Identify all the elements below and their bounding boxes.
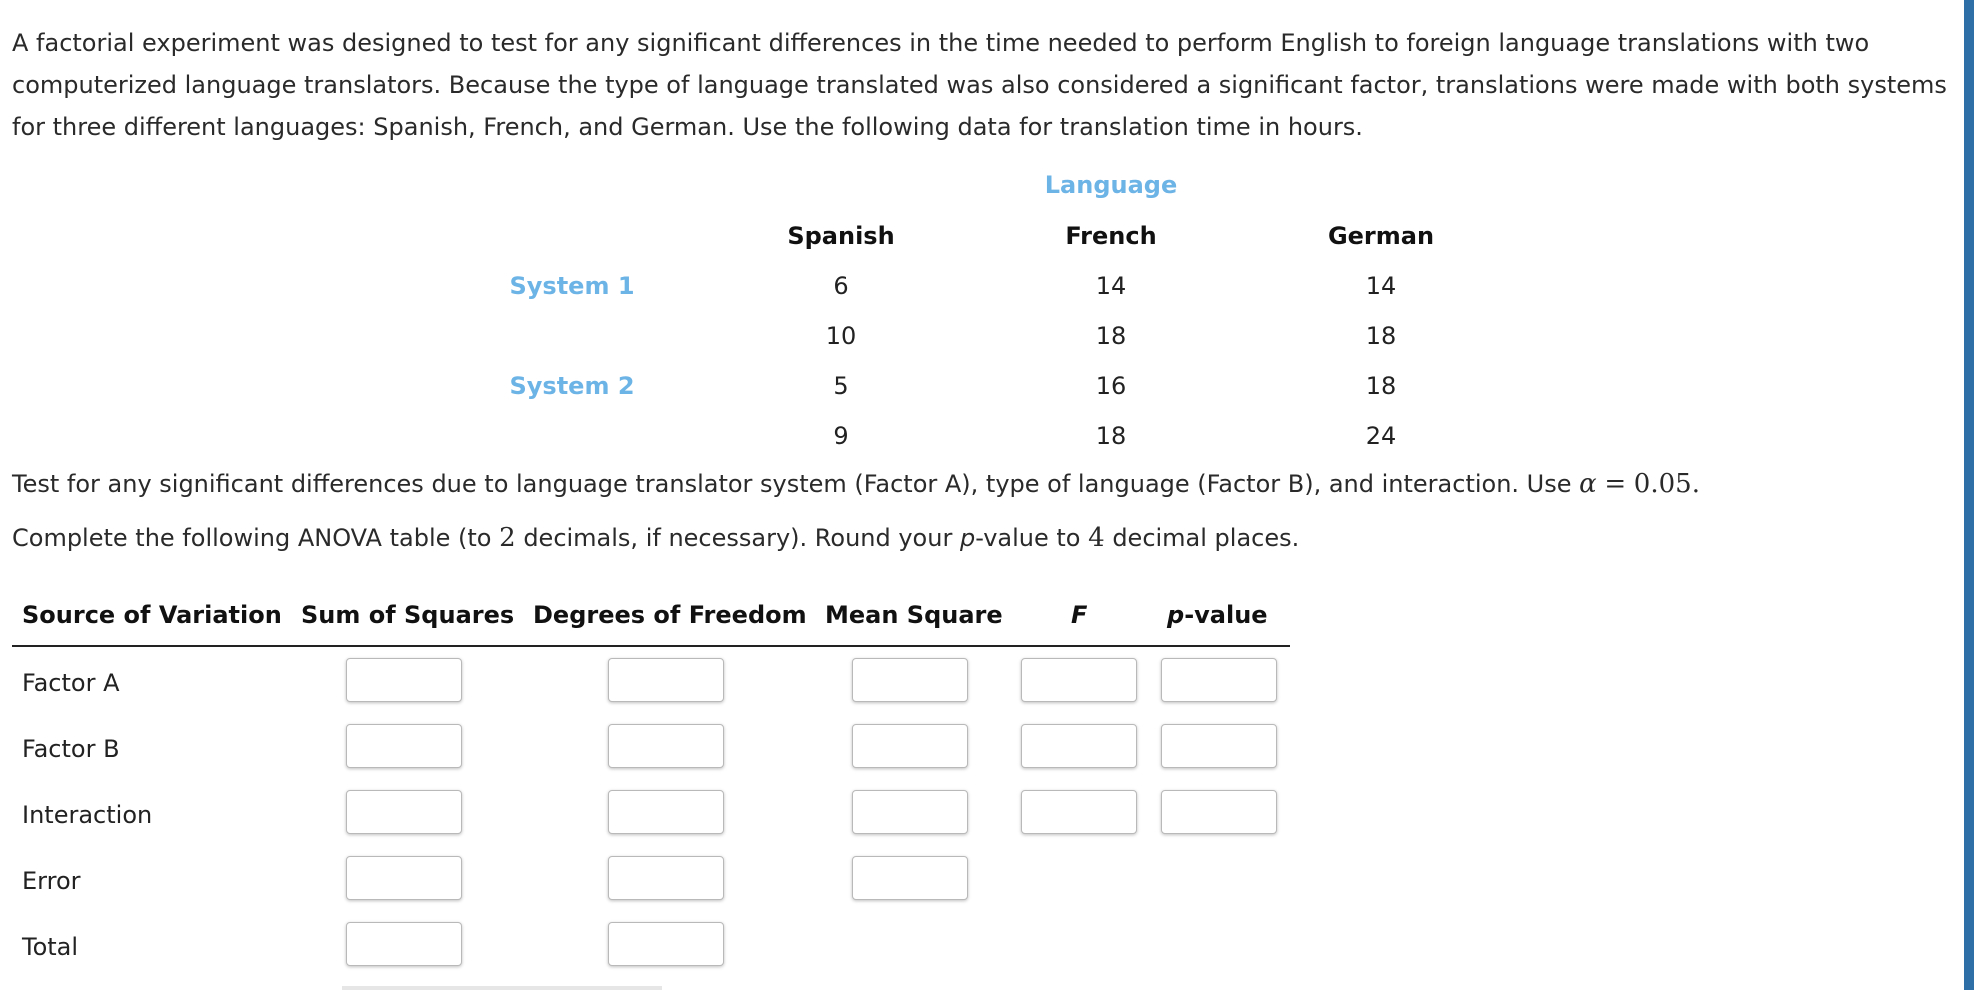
data-cell: 14 [1095,272,1127,300]
factor-a-ms-input[interactable] [852,658,968,702]
data-cell: 18 [1365,322,1397,350]
test-text: Test for any significant differences due to language translator system (Factor A), type of language (Factor B), and interaction. Use [12,470,1572,498]
interaction-ms-input[interactable] [852,790,968,834]
data-cell: 14 [1365,272,1397,300]
instruction-part4: decimal places. [1112,524,1300,552]
equals-sign: = [1604,469,1627,499]
header-p-letter: p [1167,601,1185,629]
row-label-total: Total [22,933,79,961]
sentence-end: . [1691,469,1700,499]
data-cell: 16 [1095,372,1127,400]
data-cell: 5 [833,372,849,400]
header-f: F [1071,601,1088,629]
header-divider [12,645,1290,647]
instruction-part3: -value to [975,524,1081,552]
total-ss-input[interactable] [346,922,462,966]
bottom-divider [342,986,662,990]
column-header-spanish: Spanish [787,222,895,250]
total-df-input[interactable] [608,922,724,966]
system-2-label: System 2 [509,372,635,400]
header-source: Source of Variation [22,601,282,629]
data-cell: 24 [1365,422,1397,450]
factor-b-ss-input[interactable] [346,724,462,768]
test-instruction [12,467,1700,501]
error-ms-input[interactable] [852,856,968,900]
problem-statement: A factorial experiment was designed to test for any significant differences in the time needed to perform English to foreign language translations with two computerized language translators. Because the type of language translated was also considered a significant factor, translations were made with both systems for three different languages: Spanish, French, and German. Use the following data for translation time in hours. [12,29,1947,141]
data-cell: 18 [1095,422,1127,450]
p-letter: p [959,524,976,552]
row-label-error: Error [22,867,81,895]
error-df-input[interactable] [608,856,724,900]
instruction-part1: Complete the following ANOVA table (to [12,524,492,552]
data-cell: 18 [1365,372,1397,400]
header-ms: Mean Square [825,601,1003,629]
factor-b-df-input[interactable] [608,724,724,768]
decimals-value: 2 [499,523,516,553]
header-ss: Sum of Squares [301,601,515,629]
interaction-df-input[interactable] [608,790,724,834]
interaction-p-value-input[interactable] [1161,790,1277,834]
row-label-factor-b: Factor B [22,735,120,763]
data-cell: 10 [825,322,857,350]
language-header: Language [1044,171,1178,199]
row-label-factor-a: Factor A [22,669,120,697]
column-header-french: French [1065,222,1157,250]
header-p-value [1167,598,1268,632]
factor-b-f-input[interactable] [1021,724,1137,768]
factor-a-f-input[interactable] [1021,658,1137,702]
factor-b-p-value-input[interactable] [1161,724,1277,768]
places-value: 4 [1088,523,1105,553]
factor-b-ms-input[interactable] [852,724,968,768]
column-header-german: German [1327,222,1435,250]
error-ss-input[interactable] [346,856,462,900]
data-cell: 6 [833,272,849,300]
scrollbar-edge[interactable] [1964,0,1974,990]
data-cell: 18 [1095,322,1127,350]
rounding-instruction [12,521,1299,555]
header-df: Degrees of Freedom [533,601,807,629]
interaction-ss-input[interactable] [346,790,462,834]
system-1-label: System 1 [509,272,635,300]
factor-a-p-value-input[interactable] [1161,658,1277,702]
alpha-symbol: α [1579,469,1597,499]
factor-a-ss-input[interactable] [346,658,462,702]
row-label-interaction: Interaction [22,801,153,829]
instruction-part2: decimals, if necessary). Round your [523,524,953,552]
interaction-f-input[interactable] [1021,790,1137,834]
factor-a-df-input[interactable] [608,658,724,702]
header-p-rest: -value [1184,601,1268,629]
data-cell: 9 [833,422,849,450]
alpha-value: 0.05 [1633,469,1692,499]
